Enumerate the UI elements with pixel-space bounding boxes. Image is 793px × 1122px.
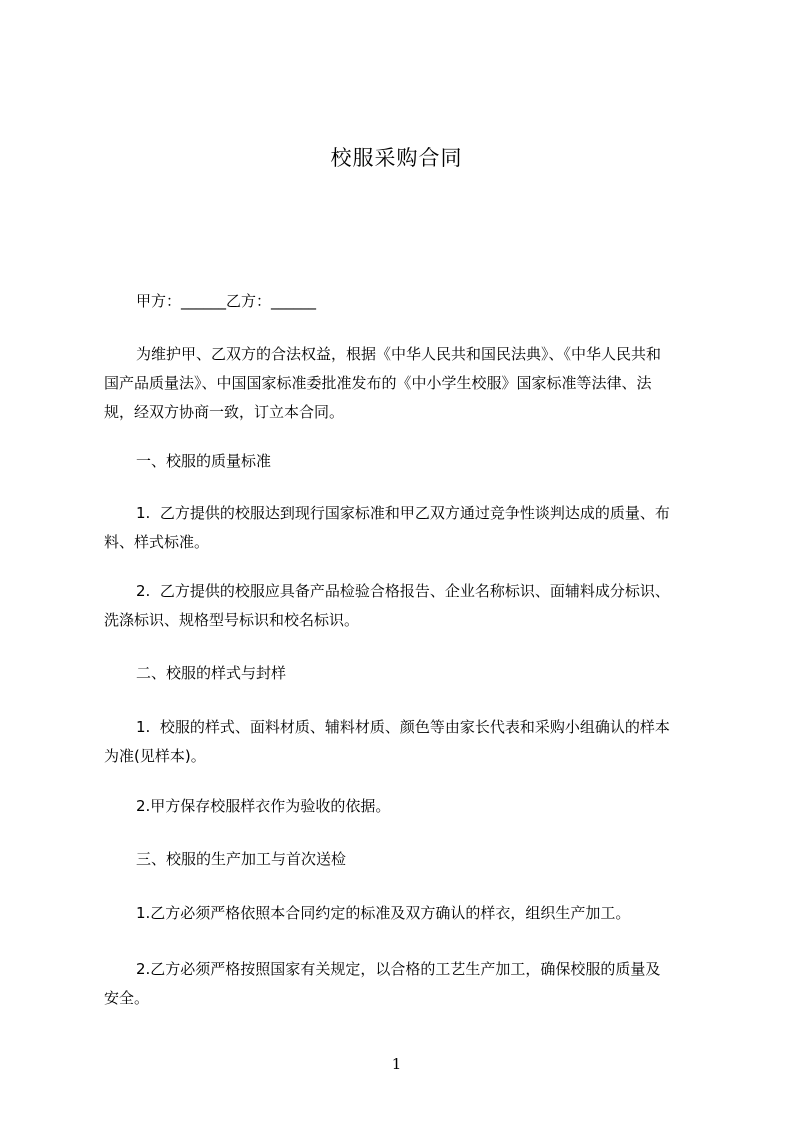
section-2-item-1-line-1: 1. 校服的样式、面料材质、辅料材质、颜色等由家长代表和采购小组确认的样本 — [136, 718, 670, 736]
page-number: 1 — [391, 1055, 402, 1073]
section-2-item-2: 2.甲方保存校服样衣作为验收的依据。 — [136, 797, 391, 815]
section-1-item-2-line-2: 洗涤标识、规格型号标识和校名标识。 — [104, 611, 360, 629]
section-2-item-1-line-2: 为准(见样本)。 — [104, 747, 206, 765]
section-1-item-2-line-1: 2. 乙方提供的校服应具备产品检验合格报告、企业名称标识、面辅料成分标识、 — [136, 582, 670, 600]
section-3-item-1: 1.乙方必须严格依照本合同约定的标准及双方确认的样衣，组织生产加工。 — [136, 904, 631, 922]
document-title: 校服采购合同 — [330, 146, 463, 170]
intro-paragraph-line-2: 国产品质量法》、中国国家标准委批准发布的《中小学生校服》国家标准等法律、法 — [104, 374, 652, 392]
parties-line: 甲方：______乙方：______ — [136, 292, 317, 310]
section-3-item-2-line-2: 安全。 — [104, 989, 150, 1007]
section-3-heading: 三、校服的生产加工与首次送检 — [136, 850, 347, 868]
section-2-heading: 二、校服的样式与封样 — [136, 664, 287, 682]
section-1-item-1-line-2: 料、样式标准。 — [104, 533, 210, 551]
section-1-item-1-line-1: 1. 乙方提供的校服达到现行国家标准和甲乙双方通过竞争性谈判达成的质量、布 — [136, 504, 670, 522]
section-3-item-2-line-1: 2.乙方必须严格按照国家有关规定，以合格的工艺生产加工，确保校服的质量及 — [136, 960, 661, 978]
section-1-heading: 一、校服的质量标准 — [136, 452, 272, 470]
intro-paragraph-line-1: 为维护甲、乙双方的合法权益，根据《中华人民共和国民法典》、《中华人民共和 — [136, 345, 662, 363]
intro-paragraph-line-3: 规，经双方协商一致，订立本合同。 — [104, 403, 345, 421]
